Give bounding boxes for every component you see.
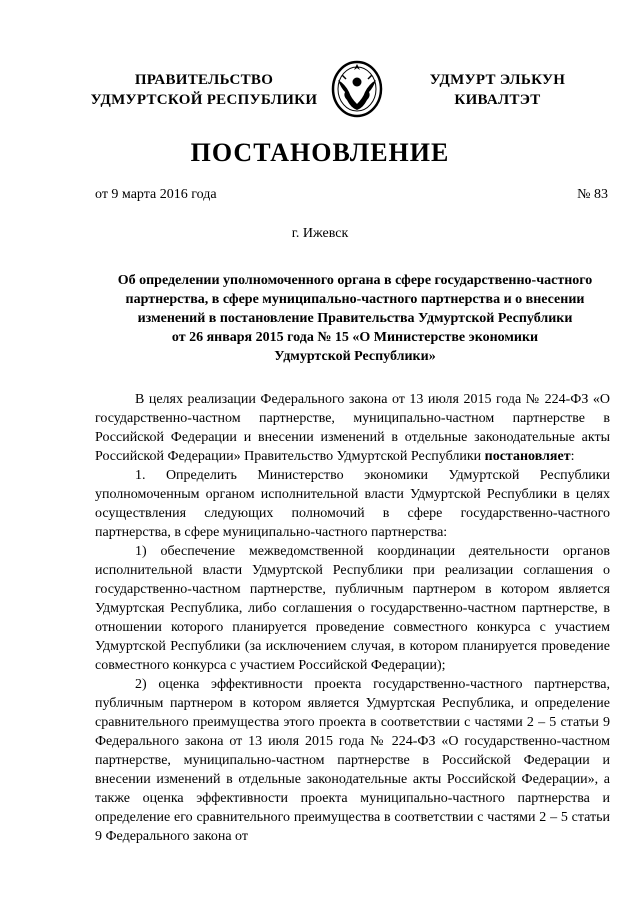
subitem-1-paragraph: 1) обеспечение межведомственной координации деятельности органов исполнительной власти Удмуртской Республики при реализации соглашения о государственно-частном партнерстве, публичным партнером в котором является Удмуртская Республика, либо соглашения о государственно-частном партнерстве, в отношении которого планируется проведение совместного конкурса с участием Удмуртской Республики (за исключением случая, в котором планируется проведение совместного конкурса с участием Российской Федерации); bbox=[95, 544, 610, 673]
header-right-line1: УДМУРТ ЭЛЬКУН bbox=[429, 72, 566, 88]
document-title: ПОСТАНОВЛЕНИЕ bbox=[190, 138, 450, 167]
document-subject bbox=[95, 271, 615, 366]
intro-text: В целях реализации Федерального закона от 13 июля 2015 года № 224-ФЗ «О государственно-частном партнерстве, муниципально-частном партнерстве в Российской Федерации и внесении изменений в отдельные законодательные акты Российской Федерации» Правительство Удмуртской Республики bbox=[95, 392, 610, 464]
resolves-word: постановляет bbox=[484, 449, 571, 464]
header-right-line2: КИВАЛТЭТ bbox=[454, 92, 541, 108]
intro-paragraph bbox=[95, 390, 610, 466]
document-date: от 9 марта 2016 года bbox=[95, 187, 217, 202]
item-1-paragraph: 1. Определить Министерство экономики Удмуртской Республики уполномоченным органом исполнительной власти Удмуртской Республики в целях осуществления следующих полномочий в сфере государственно-частного партнерства, в сфере муниципально-частного партнерства: bbox=[95, 468, 610, 540]
subject-line: изменений в постановление Правительства Удмуртской Республики bbox=[137, 311, 573, 326]
document-number: № 83 bbox=[577, 187, 608, 202]
header-left-line2: УДМУРТСКОЙ РЕСПУБЛИКИ bbox=[90, 92, 318, 108]
header-government-udm bbox=[410, 70, 585, 110]
subject-line: от 26 января 2015 года № 15 «О Министерстве экономики bbox=[171, 330, 539, 345]
subject-line: Об определении уполномоченного органа в сфере государственно-частного bbox=[117, 273, 593, 288]
udmurt-coat-of-arms-icon bbox=[329, 58, 385, 118]
subject-line: партнерства, в сфере муниципально-частного партнерства и о внесении bbox=[125, 292, 585, 307]
document-city: г. Ижевск bbox=[291, 226, 349, 241]
header-left-line1: ПРАВИТЕЛЬСТВО bbox=[134, 72, 274, 88]
subject-line: Удмуртской Республики» bbox=[274, 349, 436, 364]
resolves-suffix: : bbox=[570, 449, 575, 464]
subitem-2-paragraph: 2) оценка эффективности проекта государственно-частного партнерства, публичным партнером в котором является Удмуртская Республика, и определение сравнительного преимущества этого проекта в соответствии с частями 2 – 5 статьи 9 Федерального закона от 13 июля 2015 года № 224-ФЗ «О государственно-частном партнерстве, муниципально-частном партнерстве в Российской Федерации и внесении изменений в отдельные законодательные акты Российской Федерации», а также оценка эффективности проекта муниципально-частного партнерства и определение его сравнительного преимущества в соответствии с частями 2 – 5 статьи 9 Федерального закона от bbox=[95, 677, 610, 844]
document-body bbox=[95, 390, 610, 846]
header-government-ru bbox=[88, 70, 320, 110]
